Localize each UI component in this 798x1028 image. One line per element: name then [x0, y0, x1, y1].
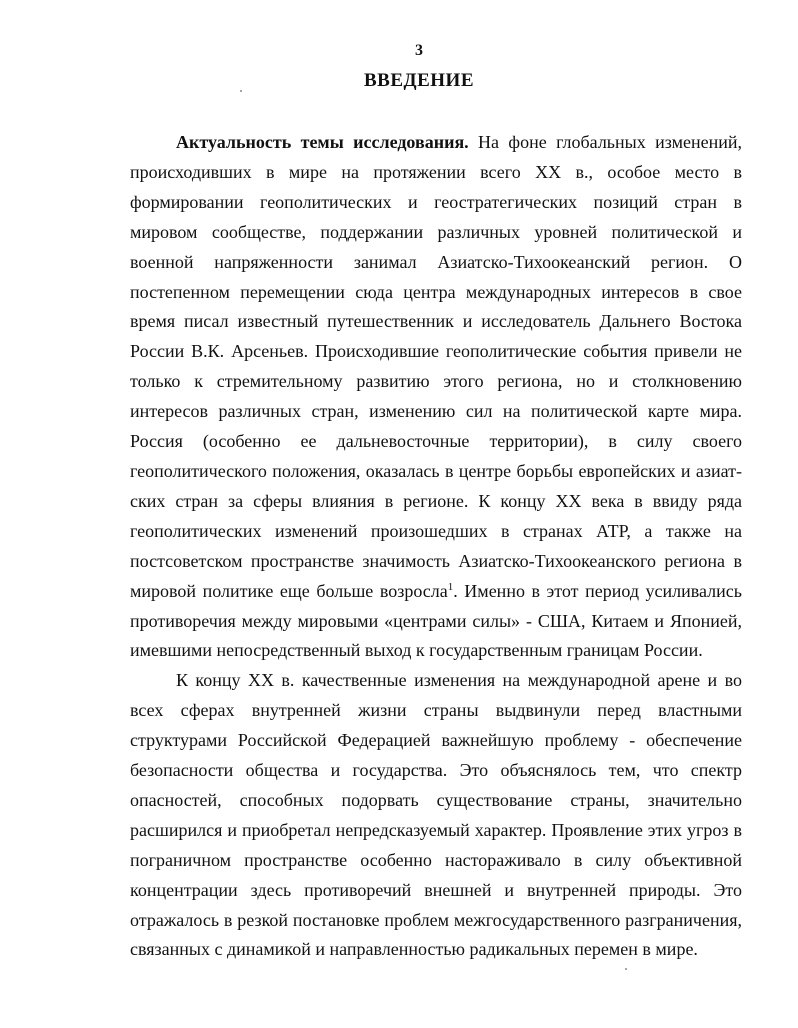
paragraph-lead: Актуальность темы исследования. [176, 132, 469, 152]
footnote-marker: 1 [447, 580, 454, 593]
document-body [130, 128, 742, 965]
paragraph-text: На фоне глобальных изменений, происходивших в мире на протяжении всего XX в., особое место в формировании геополитических и геостратегических позиций стран в мировом сообществе, поддержании различных уровней политической и военной напряженности занимал Азиатско-Тихоокеанский регион. О постепенном перемещении сюда центра международных интересов в свое время писал известный путешественник и исследователь Дальнего Востока России В.К. Арсеньев. Происходившие геополитические события привели не только к стремительному развитию этого региона, но и столкновению интересов различных стран, изменению сил на политической карте мира. Россия (особенно ее дальневосточные территории), в силу своего геополитического положения, оказалась в центре борьбы европейских и азиатских стран за сферы влияния в регионе. К концу XX века в ввиду ряда геополитических изменений произошедших в странах АТР, а также на постсоветском пространстве значимость Азиатско-Тихоокеанского региона в мировой политике еще больше возросла [130, 132, 743, 601]
section-heading: ВВЕДЕНИЕ [364, 70, 474, 91]
scan-speck [240, 90, 242, 92]
paragraph-security: К концу XX в. качественные изменения на международной арене и во всех сферах внутренней жизни страны выдвинули перед властными структурами Российской Федерацией важнейшую проблему - обеспечение безопасности общества и государства. Это объяснялось тем, что спектр опасностей, способных подорвать существование страны, значительно расширился и приобретал непредсказуемый характер. Проявление этих угроз в пограничном пространстве особенно настораживало в силу объективной концентрации здесь противоречий внешней и внутренней природы. Это отражалось в резкой постановке проблем межгосударственного разграничения, связанных с динамикой и направленностью радикальных перемен в мире. [130, 670, 742, 960]
paragraph-relevance [130, 128, 742, 666]
page-number: 3 [415, 42, 423, 59]
scan-speck [625, 968, 627, 970]
paragraph-text-continued: . Именно в этот период усиливались противоречия между мировыми «центрами силы» - США, Китаем и Японией, имевшими непосредственный выход к государственным границам России. [130, 580, 743, 661]
